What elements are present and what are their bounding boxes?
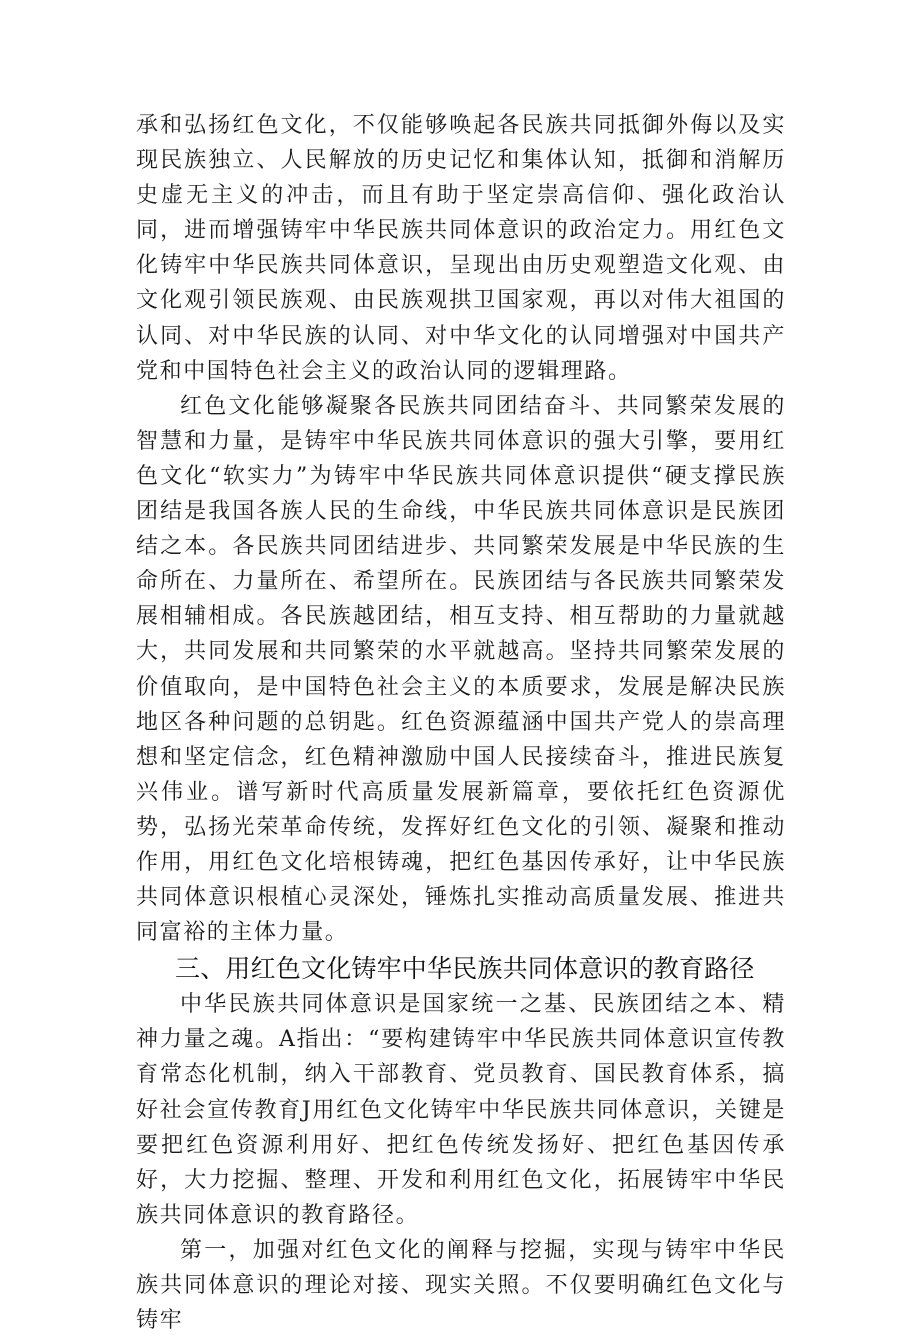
paragraph-education-path: 中华民族共同体意识是国家统一之基、民族团结之本、精神力量之魂。A指出：“要构建铸牢中华民族共同体意识宣传教育常态化机制，纳入干部教育、党员教育、国民教育体系，搞好社会宣传教育J用红色文化铸牢中华民族共同体意识，关键是要把红色资源利用好、把红色传统发扬好、把红色基因传承好，大力挖掘、整理、开发和利用红色文化，拓展铸牢中华民族共同体意识的教育路径。 bbox=[136, 992, 786, 1228]
paragraph-first-point: 第一，加强对红色文化的阐释与挖掘，实现与铸牢中华民族共同体意识的理论对接、现实关照。不仅要明确红色文化与铸牢 bbox=[136, 1237, 786, 1334]
paragraph-red-culture-unity: 红色文化能够凝聚各民族共同团结奋斗、共同繁荣发展的智慧和力量，是铸牢中华民族共同体意识的强大引擎，要用红色文化“软实力”为铸牢中华民族共同体意识提供“硬支撑民族团结是我国各族人民的生命线，中华民族共同体意识是民族团结之本。各民族共同团结进步、共同繁荣发展是中华民族的生命所在、力量所在、希望所在。民族团结与各民族共同繁荣发展相辅相成。各民族越团结，相互支持、相互帮助的力量就越大，共同发展和共同繁荣的水平就越高。坚持共同繁荣发展的价值取向，是中国特色社会主义的本质要求，发展是解决民族地区各种问题的总钥匙。红色资源蕴涵中国共产党人的崇高理想和坚定信念，红色精神激励中国人民接续奋斗，推进民族复兴伟业。谱写新时代高质量发展新篇章，要依托红色资源优势，弘扬光荣革命传统，发挥好红色文化的引领、凝聚和推动作用，用红色文化培根铸魂，把红色基因传承好，让中华民族共同体意识根植心灵深处，锤炼扎实推动高质量发展、推进共同富裕的主体力量。 bbox=[136, 393, 786, 946]
document-body bbox=[136, 108, 786, 1338]
paragraph-continuation: 承和弘扬红色文化，不仅能够唤起各民族共同抵御外侮以及实现民族独立、人民解放的历史记忆和集体认知，抵御和消解历史虚无主义的冲击，而且有助于坚定崇高信仰、强化政治认同，进而增强铸牢中华民族共同体意识的政治定力。用红色文化铸牢中华民族共同体意识，呈现出由历史观塑造文化观、由文化观引领民族观、由民族观拱卫国家观，再以对伟大祖国的认同、对中华民族的认同、对中华文化的认同增强对中国共产党和中国特色社会主义的政治认同的逻辑理路。 bbox=[136, 113, 786, 384]
section-heading: 三、用红色文化铸牢中华民族共同体意识的教育路径 bbox=[175, 954, 755, 984]
